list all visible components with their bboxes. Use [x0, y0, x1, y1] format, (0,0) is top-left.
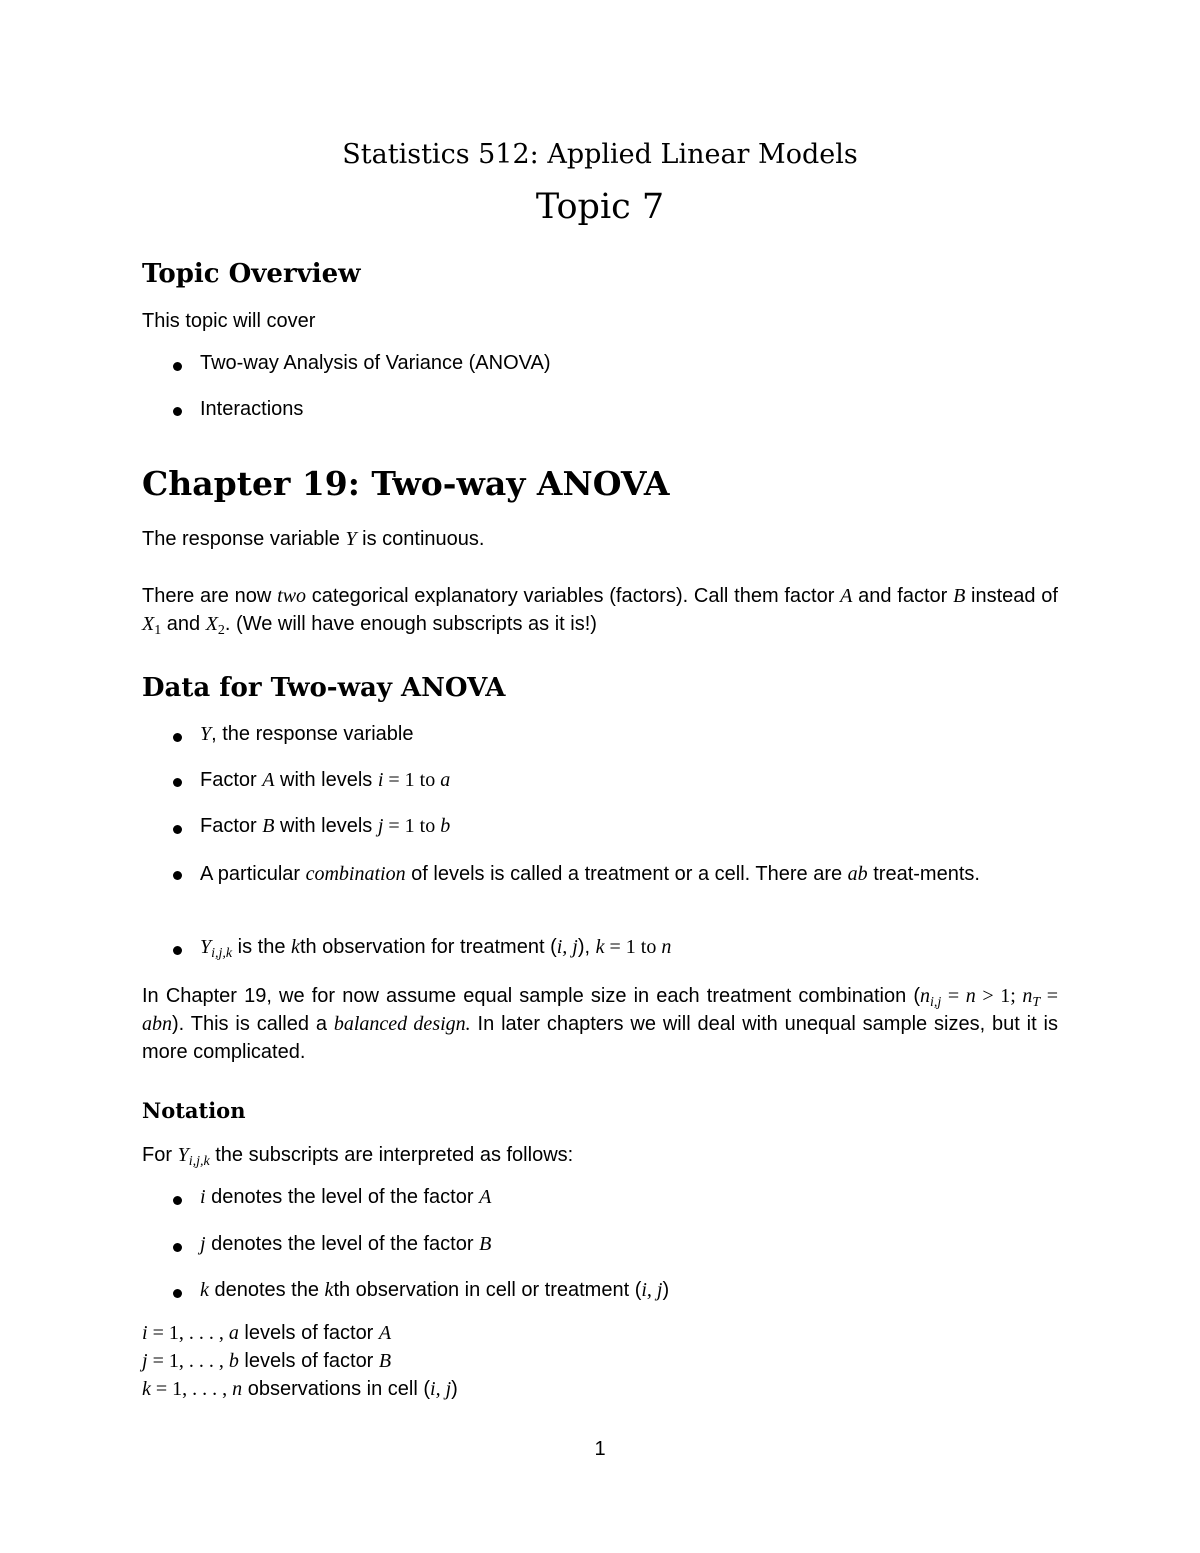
bullet-icon	[173, 825, 182, 834]
data-item-factor-b: Factor B with levels j = 1 to b	[200, 815, 451, 837]
page-number: 1	[594, 1438, 606, 1460]
overview-item-anova: Two-way Analysis of Variance (ANOVA)	[200, 352, 551, 374]
data-item-factor-a: Factor A with levels i = 1 to a	[200, 769, 451, 791]
chapter-paragraph-2: There are now two categorical explanatory variables (factors). Call them factor A and factor B instead of $X_1$ and $X_2$. (We will have enough subscripts as it is!)	[142, 585, 1058, 639]
notation-item-k: k denotes the kth observation in cell or treatment (i, j)	[200, 1279, 670, 1301]
bullet-icon	[173, 407, 182, 416]
balanced-design-paragraph: In Chapter 19, we for now assume equal sample size in each treatment combination ($n_{i,j} = n > 1$; $n_T = abn$). This is called a balanced design. In later chapters we will deal with unequal sample sizes, but it is more complicated.	[142, 985, 1058, 1063]
bullet-icon	[173, 1196, 182, 1205]
course-title: Statistics 512: Applied Linear Models	[342, 139, 858, 170]
bullet-icon	[173, 778, 182, 787]
section-heading-topic-overview: Topic Overview	[142, 259, 361, 289]
section-heading-data: Data for Two-way ANOVA	[142, 673, 506, 703]
overview-intro: This topic will cover	[142, 310, 316, 332]
notation-item-i: i denotes the level of the factor A	[200, 1186, 492, 1208]
bullet-icon	[173, 1289, 182, 1298]
overview-item-interactions: Interactions	[200, 398, 304, 420]
chapter-paragraph-1: The response variable Y is continuous.	[142, 528, 485, 550]
bullet-icon	[173, 871, 182, 880]
bullet-icon	[173, 733, 182, 742]
range-line-i: i = 1, . . . , a levels of factor A	[142, 1322, 392, 1344]
data-item-combination: A particular combination of levels is called a treatment or a cell. There are ab treat-ments.	[200, 863, 980, 885]
subsection-heading-notation: Notation	[142, 1098, 246, 1123]
data-item-response: Y, the response variable	[200, 723, 414, 745]
notation-item-j: j denotes the level of the factor B	[200, 1233, 492, 1255]
range-line-j: j = 1, . . . , b levels of factor B	[142, 1350, 392, 1372]
bullet-icon	[173, 946, 182, 955]
topic-title: Topic 7	[535, 187, 665, 227]
chapter-heading: Chapter 19: Two-way ANOVA	[142, 464, 670, 503]
bullet-icon	[173, 1243, 182, 1252]
bullet-icon	[173, 362, 182, 371]
notation-intro: For $Y_{i,j,k}$ the subscripts are interpreted as follows:	[142, 1144, 574, 1170]
range-line-k: k = 1, . . . , n observations in cell (i, j)	[142, 1378, 458, 1400]
data-item-observation: $Y_{i,j,k}$ is the kth observation for treatment (i, j), k = 1 to n	[200, 936, 672, 962]
